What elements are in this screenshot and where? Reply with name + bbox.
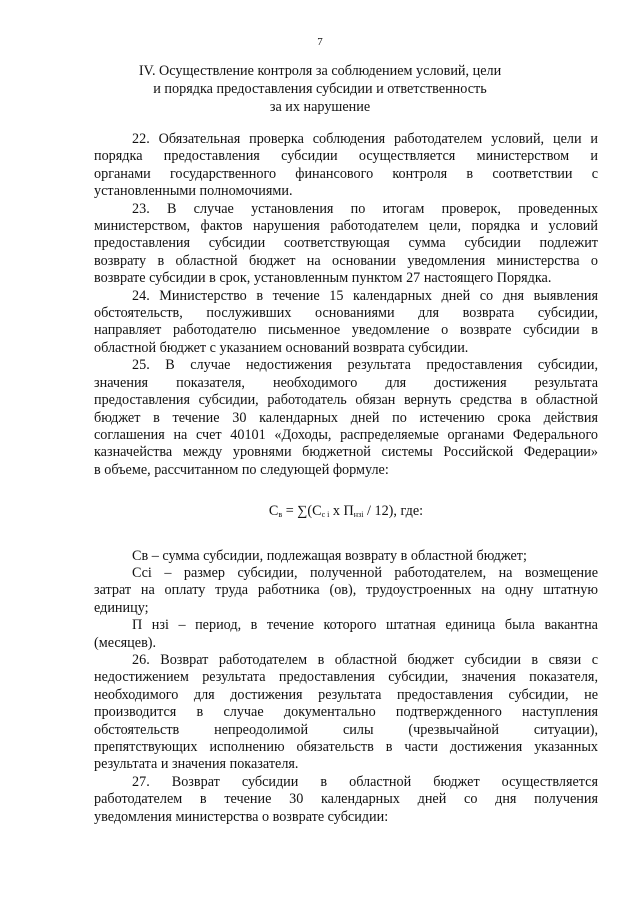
body-text	[94, 131, 598, 826]
formula-term: = ∑(С	[282, 503, 322, 520]
definition-ssi	[94, 565, 598, 617]
text-line: порядка предоставления субсидии осуществляется министерством и	[94, 148, 598, 165]
text-line: возврату в областной бюджет на основании уведомления министерства о	[94, 252, 598, 269]
paragraph-27	[94, 774, 598, 826]
formula-term: х П	[329, 503, 354, 520]
text-line: областной бюджет с указанием оснований возврата субсидии.	[94, 339, 469, 356]
paragraph-26	[94, 652, 598, 774]
text-line: препятствующих исполнению обязательств в части достижения указанных	[94, 739, 598, 755]
text-line: направляет работодателю письменное уведомление о возврате субсидии в	[94, 322, 598, 339]
text-line: единицу;	[94, 599, 149, 616]
text-line: органами государственного финансового контроля в соответствии с	[94, 165, 598, 182]
formula-subscript: нзi	[353, 510, 364, 520]
section-title-line: и порядка предоставления субсидии и ответственность	[153, 81, 487, 97]
text-line: Ссi – размер субсидии, полученной работодателем, на возмещение	[132, 564, 598, 581]
text-line: казначейства между уровнями бюджетной системы Российской Федерации»	[94, 444, 598, 461]
paragraph-25	[94, 357, 598, 479]
section-title-line: за их нарушение	[269, 99, 371, 115]
formula	[94, 503, 598, 523]
text-line: Св – сумма субсидии, подлежащая возврату в областной бюджет;	[132, 547, 527, 564]
formula-term: / 12), где:	[363, 503, 424, 520]
text-line: обстоятельств, послуживших основаниями для возврата субсидии,	[94, 305, 598, 322]
definition-sv	[94, 548, 598, 565]
paragraph-23	[94, 201, 598, 288]
text-line: производится в случае документально подтвержденного наступления	[94, 704, 598, 721]
text-line: 25. В случае недостижения результата предоставления субсидии,	[132, 357, 598, 374]
text-line: затрат на оплату труда работника (ов), трудоустроенных на одну штатную	[94, 582, 598, 599]
text-line: 26. Возврат работодателем в областной бюджет субсидии в связи с	[132, 651, 598, 668]
formula-subscript: c i	[321, 510, 330, 520]
text-line: предоставления субсидии соответствующая сумма субсидии подлежит	[94, 235, 598, 252]
definition-pnzi	[94, 617, 598, 652]
text-line: недостижением результата предоставления субсидии, значения показателя,	[94, 669, 598, 686]
text-line: работодателем в течение 30 календарных дней со дня получения	[94, 791, 598, 808]
text-line: (месяцев).	[94, 634, 157, 651]
text-line: значения показателя, необходимого для достижения результата	[94, 374, 598, 391]
formula-subscript: в	[278, 510, 283, 520]
text-line: бюджет в течение 30 календарных дней по истечению срока действия	[94, 409, 598, 426]
paragraph-24	[94, 288, 598, 358]
text-line: П нзi – период, в течение которого штатная единица была вакантна	[132, 617, 598, 634]
text-line: соглашения на счет 40101 «Доходы, распределяемые органами Федерального	[94, 426, 598, 443]
text-line: установленными полномочиями.	[94, 183, 293, 200]
text-line: 23. В случае установления по итогам проверок, проведенных	[132, 200, 598, 217]
section-title-line: IV. Осуществление контроля за соблюдением условий, цели	[138, 63, 502, 79]
text-line: результата и значения показателя.	[94, 756, 299, 773]
text-line: предоставления субсидии, работодатель обязан вернуть средства в областной	[94, 392, 598, 409]
page-number: 7	[317, 36, 323, 48]
text-line: необходимого для достижения результата предоставления субсидии, не	[94, 686, 598, 703]
paragraph-22	[94, 131, 598, 201]
text-line: 22. Обязательная проверка соблюдения работодателем условий, цели и	[132, 131, 598, 147]
text-line: 24. Министерство в течение 15 календарных дней со дня выявления	[132, 287, 598, 304]
text-line: обстоятельств непреодолимой силы (чрезвычайной ситуации),	[94, 721, 598, 738]
text-line: возврате субсидии в срок, установленным пунктом 27 настоящего Порядка.	[94, 270, 552, 287]
section-title	[100, 62, 540, 116]
text-line: уведомления министерства о возврате субсидии:	[94, 808, 389, 825]
formula-term: С	[268, 503, 279, 520]
text-line: 27. Возврат субсидии в областной бюджет осуществляется	[132, 773, 598, 790]
text-line: в объеме, рассчитанном по следующей формуле:	[94, 461, 389, 478]
text-line: министерством, фактов нарушения работодателем цели, порядка и условий	[94, 218, 598, 235]
